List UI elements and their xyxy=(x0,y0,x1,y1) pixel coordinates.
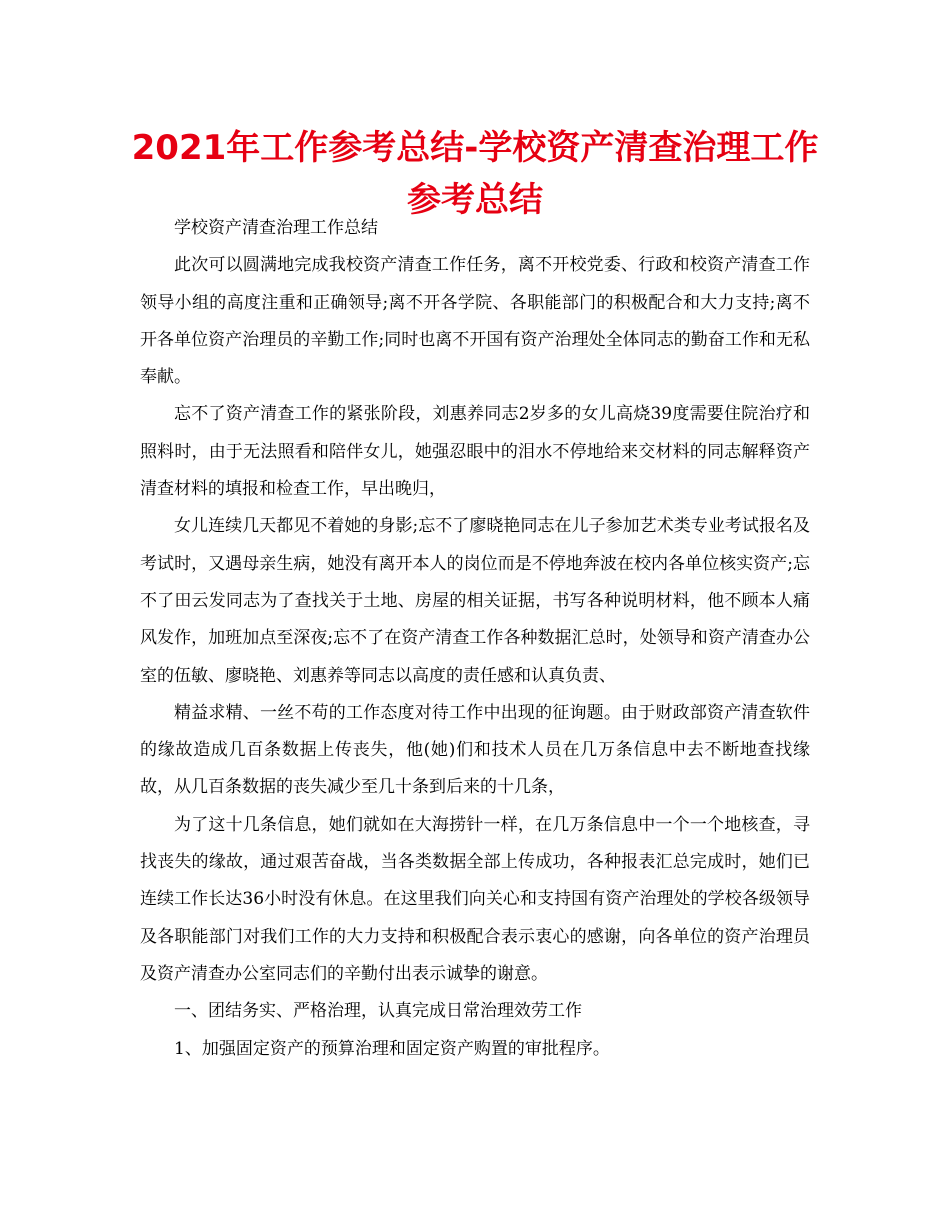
paragraph: 精益求精、一丝不苟的工作态度对待工作中出现的征询题。由于财政部资产清查软件的缘故造成几百条数据上传丧失，他(她)们和技术人员在几万条信息中去不断地查找缘故，从几百条数据的丧失减少至几十条到后来的十几条， xyxy=(140,702,810,798)
paragraph: 学校资产清查治理工作总结 xyxy=(174,218,378,238)
paragraph: 为了这十几条信息，她们就如在大海捞针一样，在几万条信息中一个一个地核查，寻找丧失的缘故，通过艰苦奋战，当各类数据全部上传成功，各种报表汇总完成时，她们已连续工作长达36小时没有休息。在这里我们向关心和支持国有资产治理处的学校各级领导及各职能部门对我们工作的大力支持和积极配合表示衷心的感谢，向各单位的资产治理员及资产清查办公室同志们的辛勤付出表示诚挚的谢意。 xyxy=(140,814,810,984)
document-body xyxy=(140,210,810,1068)
document-title: 2021年工作参考总结-学校资产清查治理工作参考总结 xyxy=(131,128,819,220)
paragraph: 忘不了资产清查工作的紧张阶段，刘惠养同志2岁多的女儿高烧39度需要住院治疗和照料时，由于无法照看和陪伴女儿，她强忍眼中的泪水不停地给来交材料的同志解释资产清查材料的填报和检查工作，早出晚归， xyxy=(140,404,810,500)
paragraph: 1、加强固定资产的预算治理和固定资产购置的审批程序。 xyxy=(174,1038,610,1059)
paragraph: 女儿连续几天都见不着她的身影;忘不了廖晓艳同志在儿子参加艺术类专业考试报名及考试时，又遇母亲生病，她没有离开本人的岗位而是不停地奔波在校内各单位核实资产;忘不了田云发同志为了查找关于土地、房屋的相关证据，书写各种说明材料，他不顾本人痛风发作，加班加点至深夜;忘不了在资产清查工作各种数据汇总时，处领导和资产清查办公室的伍敏、廖晓艳、刘惠养等同志以高度的责任感和认真负责、 xyxy=(140,516,810,686)
section-heading: 一、团结务实、严格治理，认真完成日常治理效劳工作 xyxy=(174,1001,582,1022)
paragraph: 此次可以圆满地完成我校资产清查工作任务，离不开校党委、行政和校资产清查工作领导小组的高度注重和正确领导;离不开各学院、各职能部门的积极配合和大力支持;离不开各单位资产治理员的辛勤工作;同时也离不开国有资产治理处全体同志的勤奋工作和无私奉献。 xyxy=(140,255,810,388)
